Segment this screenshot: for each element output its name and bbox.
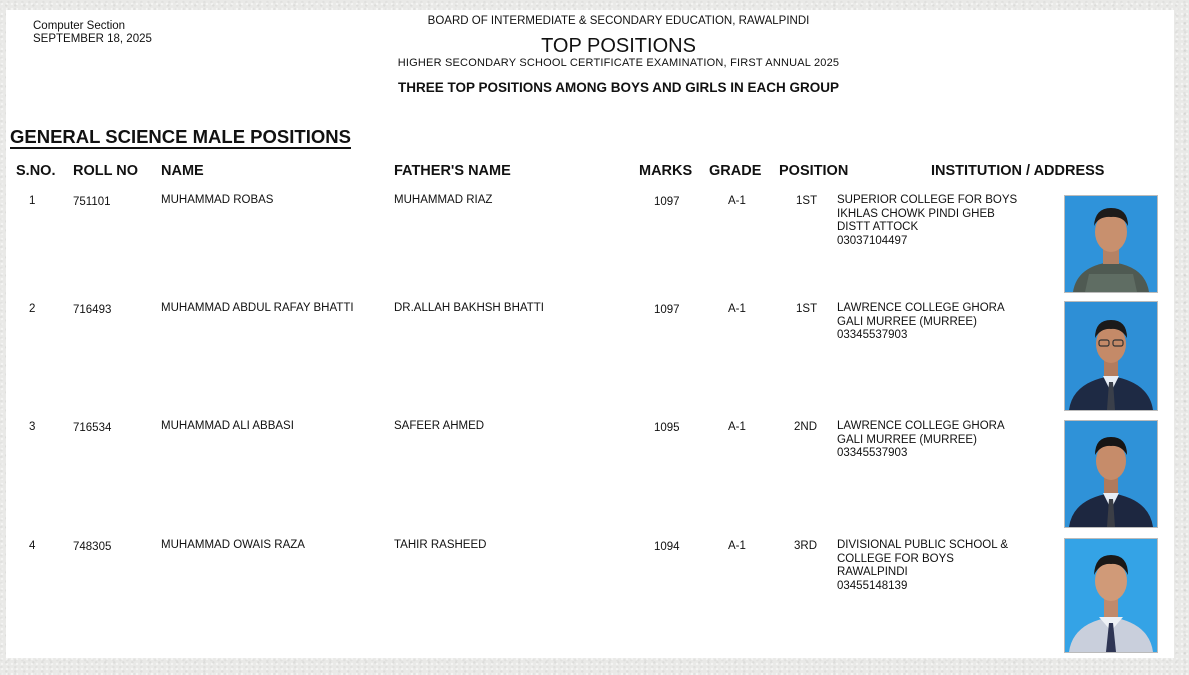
roll-no: 748305	[73, 541, 112, 553]
institution-address	[837, 539, 1008, 593]
student-name: MUHAMMAD OWAIS RAZA	[161, 539, 305, 551]
positions-subtitle: THREE TOP POSITIONS AMONG BOYS AND GIRLS IN EACH GROUP	[397, 80, 840, 95]
section-title: GENERAL SCIENCE MALE POSITIONS	[10, 126, 351, 147]
institution-line: COLLEGE FOR BOYS	[837, 552, 954, 565]
institution-line: DIVISIONAL PUBLIC SCHOOL &	[837, 539, 1009, 551]
institution-address	[837, 420, 1005, 461]
roll-no: 716493	[73, 304, 112, 316]
institution-phone: 03455148139	[837, 579, 908, 592]
sno: 3	[29, 421, 36, 433]
student-photo	[1064, 420, 1158, 528]
institution-phone: 03345537903	[837, 447, 908, 459]
board-name: BOARD OF INTERMEDIATE & SECONDARY EDUCATION, RAWALPINDI	[427, 15, 810, 27]
roll-no: 716534	[73, 422, 112, 434]
student-name: MUHAMMAD ABDUL RAFAY BHATTI	[161, 302, 354, 314]
student-name: MUHAMMAD ROBAS	[161, 194, 274, 206]
roll-no: 751101	[73, 196, 111, 208]
institution-address	[837, 302, 1005, 343]
marks: 1094	[654, 541, 680, 553]
institution-line: GALI MURREE (MURREE)	[837, 433, 977, 446]
father-name: SAFEER AHMED	[394, 420, 485, 432]
institution-line: LAWRENCE COLLEGE GHORA	[837, 420, 1005, 432]
position: 3RD	[794, 540, 818, 552]
institution-address	[837, 194, 1017, 248]
position: 1ST	[796, 303, 818, 315]
student-photo	[1064, 538, 1158, 653]
position: 1ST	[796, 195, 818, 207]
marks: 1097	[654, 196, 680, 208]
grade: A-1	[728, 303, 746, 315]
student-photo	[1064, 301, 1158, 411]
col-roll: ROLL NO	[73, 163, 138, 179]
student-photo	[1064, 195, 1158, 293]
grade: A-1	[728, 195, 746, 207]
col-father: FATHER'S NAME	[394, 163, 511, 179]
student-name: MUHAMMAD ALI ABBASI	[161, 420, 294, 432]
sno: 2	[29, 303, 36, 315]
grade: A-1	[728, 540, 746, 552]
page-title: TOP POSITIONS	[541, 35, 696, 57]
father-name: MUHAMMAD RIAZ	[394, 194, 493, 206]
publish-date: SEPTEMBER 18, 2025	[33, 33, 152, 45]
grade: A-1	[728, 421, 746, 433]
institution-phone: 03345537903	[837, 329, 908, 341]
col-position: POSITION	[779, 163, 849, 179]
institution-phone: 03037104497	[837, 234, 908, 247]
father-name: TAHIR RASHEED	[394, 539, 487, 551]
father-name: DR.ALLAH BAKHSH BHATTI	[394, 302, 544, 314]
col-marks: MARKS	[639, 163, 693, 179]
col-grade: GRADE	[709, 163, 762, 179]
institution-line: IKHLAS CHOWK PINDI GHEB	[837, 207, 995, 220]
sno: 1	[29, 195, 36, 207]
department-label: Computer Section	[33, 20, 126, 32]
institution-line: GALI MURREE (MURREE)	[837, 315, 977, 328]
institution-line: RAWALPINDI	[837, 566, 908, 578]
marks: 1095	[654, 422, 680, 434]
col-sno: S.NO.	[16, 163, 56, 179]
position: 2ND	[794, 421, 818, 433]
exam-name: HIGHER SECONDARY SCHOOL CERTIFICATE EXAMINATION, FIRST ANNUAL 2025	[397, 57, 840, 69]
marks: 1097	[654, 304, 680, 316]
col-institution: INSTITUTION / ADDRESS	[931, 163, 1105, 179]
sno: 4	[29, 540, 36, 552]
institution-line: LAWRENCE COLLEGE GHORA	[837, 302, 1005, 314]
result-sheet	[6, 10, 1174, 658]
institution-line: DISTT ATTOCK	[837, 221, 919, 233]
col-name: NAME	[161, 163, 204, 179]
institution-line: SUPERIOR COLLEGE FOR BOYS	[837, 194, 1018, 206]
